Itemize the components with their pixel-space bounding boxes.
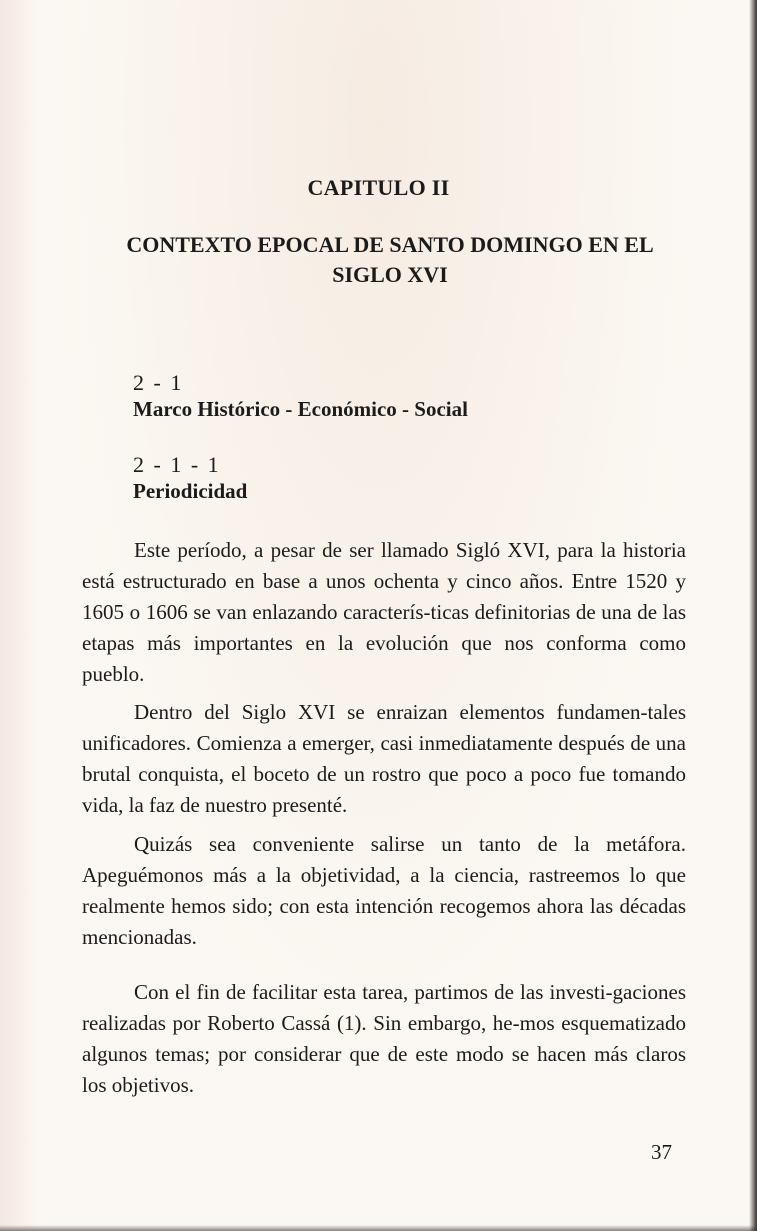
- section-number: 2 - 1: [133, 370, 184, 395]
- chapter-title-line-1: CONTEXTO EPOCAL DE SANTO DOMINGO EN EL: [126, 232, 654, 257]
- page-number: 37: [651, 1140, 672, 1164]
- paragraph-1: Este período, a pesar de ser llamado Sigló XVI, para la historia está estructurado en base a unos ochenta y cinco años. Entre 1520 y 1605 o 1606 se van enlazando caracterís-ticas definitorias de una de las etapas más importantes en la evolución que nos conforma como pueblo.: [82, 538, 686, 686]
- paragraph-3: Quizás sea conveniente salirse un tanto de la metáfora. Apeguémonos más a la objetividad, a la ciencia, rastreemos lo que realmente hemos sido; con esta intención recogemos ahora las décadas mencionadas.: [82, 832, 686, 949]
- paragraph-2: Dentro del Siglo XVI se enraizan elementos fundamen-tales unificadores. Comienza a emerger, casi inmediatamente después de una brutal conquista, el boceto de un rostro que poco a poco fue tomando vida, la faz de nuestro presenté.: [82, 700, 686, 817]
- subsection-number: 2 - 1 - 1: [133, 452, 221, 477]
- subsection-title: Periodicidad: [133, 479, 248, 503]
- section-title: Marco Histórico - Económico - Social: [133, 397, 468, 421]
- chapter-title: [100, 230, 680, 290]
- paragraph-4: Con el fin de facilitar esta tarea, partimos de las investi-gaciones realizadas por Roberto Cassá (1). Sin embargo, he-mos esquematizado algunos temas; por considerar que de este modo se hacen más claros los objetivos.: [82, 980, 686, 1097]
- page-bottom-shadow: [0, 1225, 757, 1231]
- chapter-title-line-2: SIGLO XVI: [332, 262, 448, 287]
- chapter-heading: CAPITULO II: [307, 175, 450, 200]
